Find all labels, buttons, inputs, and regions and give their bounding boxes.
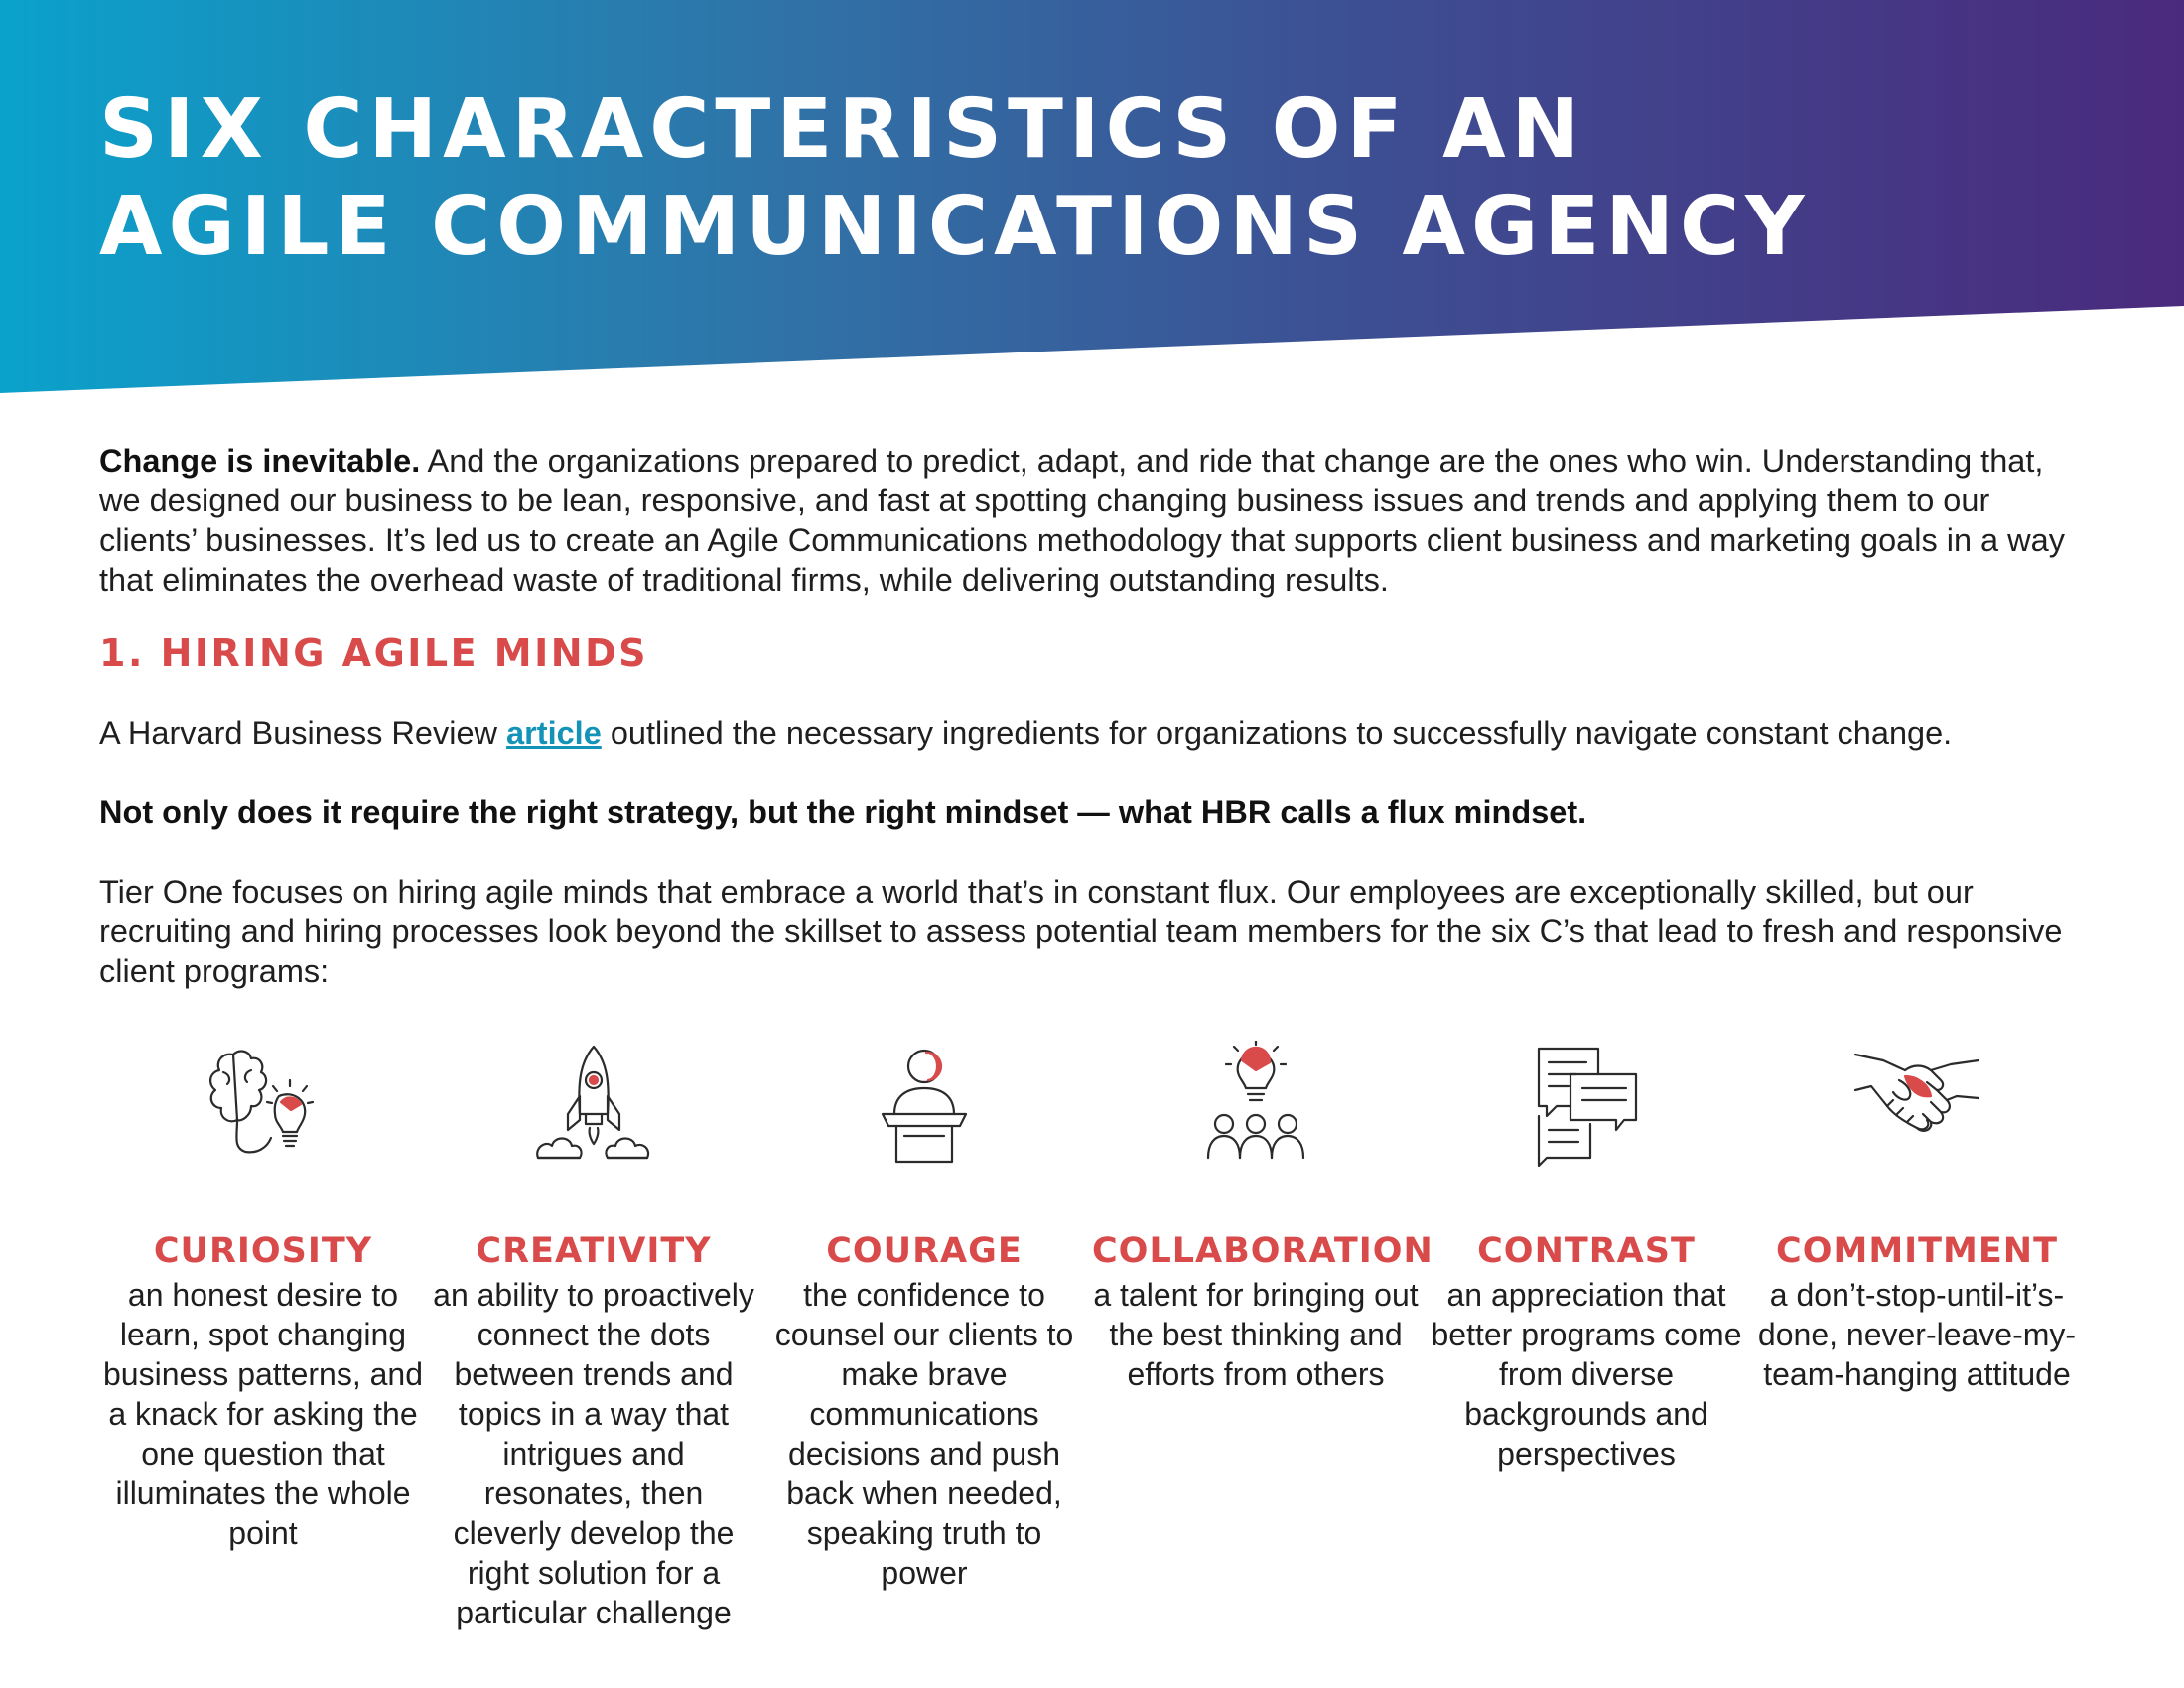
trait-description: an ability to proactively connect the dots between trends and topics in a way that intrigues and resonates, then cleverly develop the right solution for a particular challenge — [433, 1277, 754, 1630]
trait-description: a don’t-stop-until-it’s-done, never-leave-my-team-hanging attitude — [1757, 1277, 2077, 1392]
trait-courage — [760, 1041, 1088, 1593]
hbr-text-after: outlined the necessary ingredients for organizations to successfully navigate constant change. — [601, 715, 1953, 751]
handshake-icon — [1847, 1041, 1986, 1170]
title-line-2: AGILE COMMUNICATIONS AGENCY — [99, 180, 1811, 274]
hbr-paragraph — [99, 713, 2085, 753]
trait-description: a talent for bringing out the best thinking and efforts from others — [1093, 1277, 1419, 1392]
trait-name: CURIOSITY — [153, 1231, 373, 1271]
page-title — [99, 81, 1985, 276]
trait-name: COURAGE — [826, 1231, 1023, 1271]
section-heading-hiring: 1. HIRING AGILE MINDS — [99, 632, 648, 675]
article-link[interactable]: article — [506, 715, 602, 751]
intro-text: And the organizations prepared to predict, adapt, and ride that change are the ones who win. Understanding that, we designed our business to be lean, responsive, and fast at spotting changing business issues and trends and applying them to our clients’ businesses. It’s led us to create an Agile Communications methodology that supports client business and marketing goals in a way that eliminates the overhead waste of traditional firms, while delivering outstanding results. — [99, 443, 2065, 598]
rocket-icon — [524, 1041, 663, 1170]
trait-description: an appreciation that better programs come from diverse backgrounds and perspectives — [1431, 1277, 1742, 1472]
trait-name: CONTRAST — [1477, 1231, 1696, 1271]
speaker-podium-icon — [855, 1041, 994, 1170]
trait-description: an honest desire to learn, spot changing business patterns, and a knack for asking the one question that illuminates the whole point — [103, 1277, 423, 1551]
flux-mindset-statement: Not only does it require the right strategy, but the right mindset — what HBR calls a flux mindset. — [99, 794, 1587, 830]
brain-lightbulb-icon — [194, 1041, 333, 1170]
trait-collaboration — [1092, 1041, 1433, 1394]
tier-one-paragraph: Tier One focuses on hiring agile minds that embrace a world that’s in constant flux. Our employees are exceptionally skilled, but our recruiting and hiring processes look beyond the skillset to assess potential team members for the six C’s that lead to fresh and responsive client programs: — [99, 874, 2063, 989]
speech-bubbles-icon — [1517, 1041, 1656, 1170]
trait-creativity — [430, 1041, 757, 1632]
hbr-text-before: A Harvard Business Review — [99, 715, 507, 751]
trait-contrast — [1423, 1041, 1750, 1474]
trait-name: COLLABORATION — [1092, 1231, 1433, 1271]
trait-commitment — [1753, 1041, 2081, 1394]
title-line-1: SIX CHARACTERISTICS OF AN — [99, 82, 1586, 177]
trait-name: CREATIVITY — [476, 1231, 712, 1271]
intro-lead: Change is inevitable. — [99, 443, 421, 479]
six-cs-grid — [99, 1041, 2085, 1630]
intro-paragraph — [99, 441, 2085, 600]
trait-description: the confidence to counsel our clients to make brave communications decisions and push back when needed, speaking truth to power — [774, 1277, 1074, 1591]
trait-curiosity — [99, 1041, 427, 1553]
trait-name: COMMITMENT — [1776, 1231, 2058, 1271]
team-lightbulb-icon — [1186, 1041, 1325, 1170]
